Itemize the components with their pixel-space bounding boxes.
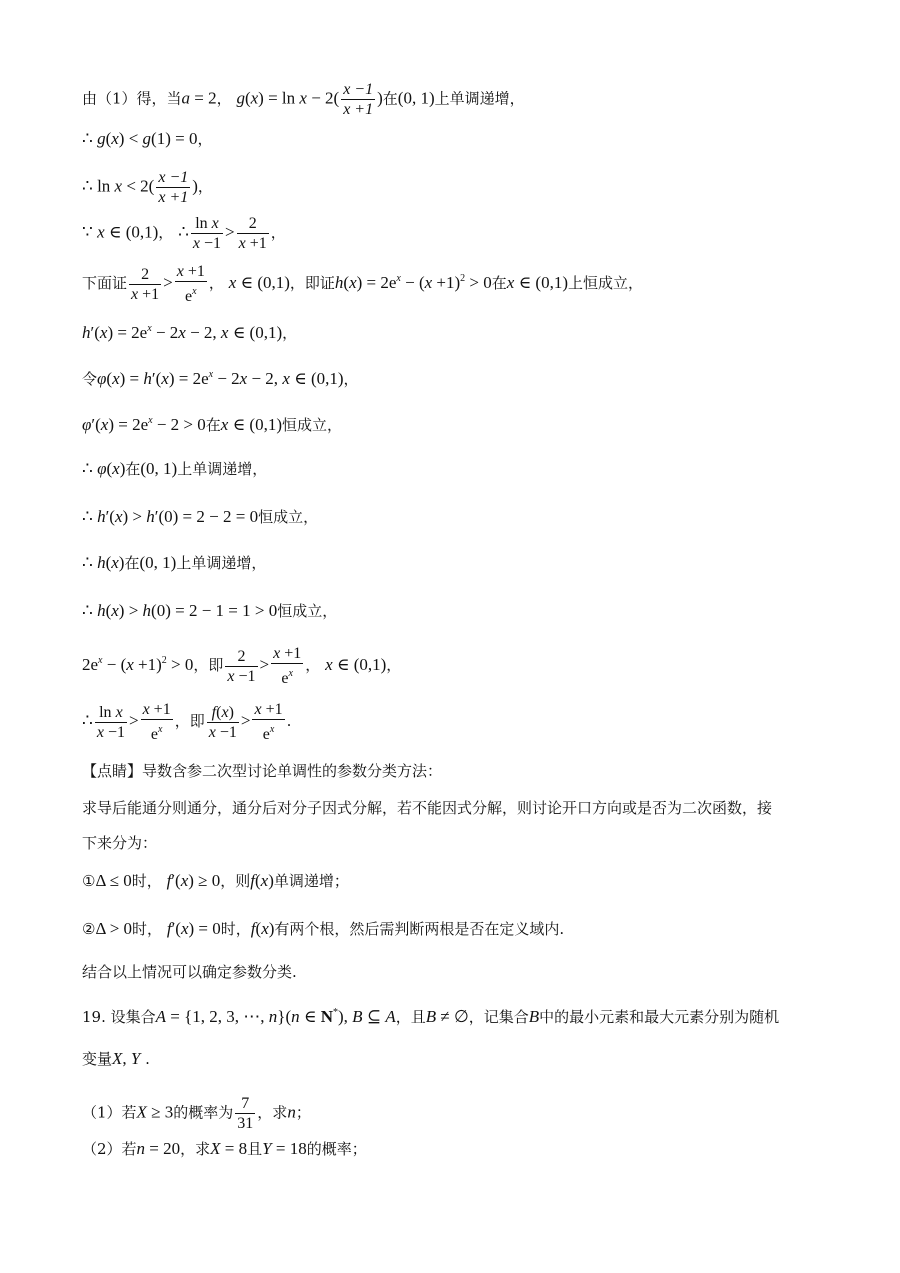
text: 时，: [132, 920, 163, 938]
text: 变量: [82, 1050, 113, 1068]
text: 由（1）得，当: [82, 89, 182, 108]
line-14: ∴ $\frac{\text{ln x}}{x -1}$ > $\frac{x +1}{e^x}$ ，即 $\frac{f(x)}{x -1}$ > $\frac{x +1}{e^x}$ .: [82, 701, 292, 743]
text: ；: [295, 1103, 311, 1122]
text: ，: [197, 177, 213, 196]
line-10: ∴ h′(x) > h′(0) = 2 − 2 = 0恒成立，: [82, 507, 319, 526]
problem-19-part-1: （1）若X ≥ 3的概率为 $\frac{7}{31}$ ，求n；: [82, 1095, 311, 1132]
text: 单调递增；: [273, 872, 349, 890]
text: 上单调递增，: [176, 554, 267, 572]
line-7: 令$\varphi(x) = h'(x) = 2e^x - 2x - 2$, x ∈ (0,1)，: [82, 369, 359, 388]
review-paragraph-1-cont: 下来分为：: [82, 834, 158, 852]
line-5: 下面证 $\frac{2}{x +1}$ > $\frac{x +1}{e^x}$ ， x ∈ (0,1)，即证$h(x) = 2e^x - (x +1)^2 > 0$在x ∈ (0,1)上恒成立，: [82, 263, 643, 305]
line-11: ∴ h(x)在(0, 1)上单调递增，: [82, 553, 267, 572]
line-4: ∵ x ∈ (0,1)， ∴ $\frac{\text{ln x}}{x -1}$ > $\frac{2}{x +1}$ ，: [82, 215, 286, 252]
line-3: ∴ ln x < 2( $\frac{x -1}{x +1}$ )，: [82, 169, 213, 206]
problem-number: 19.: [82, 1008, 106, 1026]
line-6: $h'(x) = 2e^x - 2x - 2$, x ∈ (0,1)，: [82, 323, 298, 342]
text: （2）若: [82, 1140, 137, 1158]
text: 下面证: [82, 274, 128, 292]
line-9: ∴ φ(x)在(0, 1)上单调递增，: [82, 459, 268, 478]
text: ，: [270, 223, 286, 242]
text: ，: [158, 223, 174, 242]
text: 在: [491, 274, 507, 292]
text: 在: [205, 416, 221, 434]
text: 中的最小元素和最大元素分别为随机: [539, 1008, 780, 1026]
text: 的概率；: [306, 1140, 367, 1158]
text: ，记集合: [468, 1008, 529, 1026]
text: 时，: [220, 920, 251, 938]
line-13: $2e^x - (x +1)^2 > 0$，即 $\frac{2}{x -1}$ > $\frac{x +1}{e^x}$ ， x ∈ (0,1)，: [82, 645, 402, 687]
text: 恒成立，: [277, 602, 338, 620]
text: 在: [124, 554, 140, 572]
review-title: 【点睛】导数含参二次型讨论单调性的参数分类方法：: [82, 762, 443, 780]
text: .: [286, 712, 292, 730]
text: ，则: [220, 872, 251, 890]
text: ，即证: [289, 274, 335, 292]
text: ，即: [193, 656, 224, 674]
text: ，即: [174, 712, 205, 730]
review-case-2: ②Δ > 0时， f′(x) = 0时，f(x)有两个根，然后需判断两根是否在定义域内.: [82, 919, 565, 938]
text: ，求: [257, 1103, 288, 1122]
text: ，: [216, 89, 232, 108]
problem-19-part-2: （2）若n = 20，求X = 8且Y = 18的概率；: [82, 1139, 367, 1158]
text: 令: [82, 370, 98, 388]
text: 有两个根，然后需判断两根是否在定义域内.: [274, 920, 565, 938]
text: .: [145, 1050, 150, 1068]
text: 上恒成立，: [567, 274, 643, 292]
text: ，: [386, 656, 402, 674]
text: （1）若: [82, 1103, 137, 1122]
review-paragraph-1: 求导后能通分则通分，通分后对分子因式分解，若不能因式分解，则讨论开口方向或是否为二次函数，接: [82, 799, 773, 817]
line-12: ∴ h(x) > h(0) = 2 − 1 = 1 > 0恒成立，: [82, 601, 338, 620]
line-1: 由（1）得，当a = 2， g(x) = ln x − 2( $\frac{x -1}{x +1}$ )在(0, 1)上单调递增，: [82, 81, 525, 118]
text: 且: [247, 1140, 263, 1158]
text: 在: [382, 89, 398, 108]
text: 在: [125, 460, 141, 478]
text: ，: [282, 324, 298, 342]
text: 恒成立，: [282, 416, 343, 434]
text: 设集合: [110, 1008, 156, 1026]
text: 上单调递增，: [434, 89, 525, 108]
problem-19-statement-cont: 变量X, Y .: [82, 1049, 150, 1068]
text: 时，: [131, 872, 162, 890]
text: 上单调递增，: [177, 460, 268, 478]
text: ，: [305, 656, 321, 674]
text: ①: [82, 872, 96, 890]
review-paragraph-2: 结合以上情况可以确定参数分类.: [82, 963, 297, 981]
text: 恒成立，: [258, 508, 319, 526]
text: ②: [82, 920, 96, 938]
problem-19-statement: 19. 设集合A = {1, 2, 3, ⋯, n}(n ∈ N*), B ⊆ A，且B ≠ ∅，记集合B中的最小元素和最大元素分别为随机: [82, 1007, 780, 1026]
text: ，: [197, 130, 213, 148]
line-8: $\varphi'(x) = 2e^x - 2 > 0$在x ∈ (0,1)恒成立，: [82, 415, 343, 434]
text: ，求: [180, 1140, 211, 1158]
text: ，: [208, 274, 224, 292]
text: 的概率为: [173, 1103, 234, 1122]
text: ，且: [395, 1008, 426, 1026]
text: ，: [343, 370, 359, 388]
line-2: ∴ g(x) < g(1) = 0，: [82, 129, 213, 148]
review-case-1: ①Δ ≤ 0时， f′(x) ≥ 0，则f(x)单调递增；: [82, 871, 349, 890]
